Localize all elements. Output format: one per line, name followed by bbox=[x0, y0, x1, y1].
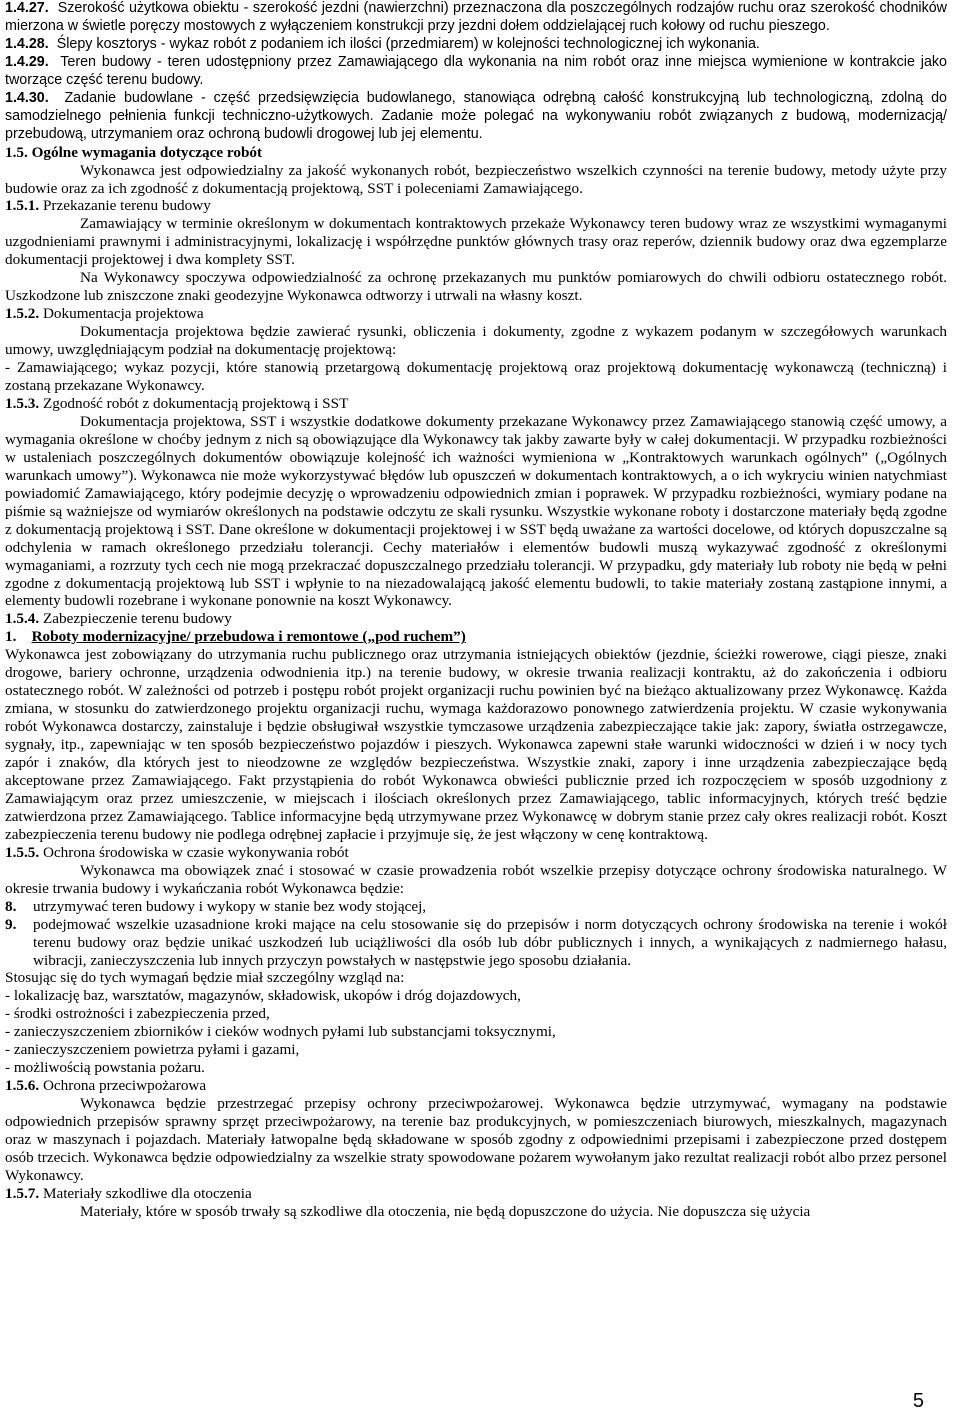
dash-list-item: - możliwością powstania pożaru. bbox=[5, 1059, 205, 1077]
definition-1-4-30: 1.4.30. Zadanie budowlane - część przedsięwzięcia budowlanego, stanowiąca odrębną całość konstrukcyjną lub technologiczną, zdolną do samodzielnego pełnienia funkcji techniczno-użytkowych. Zadanie może polegać na wykonywaniu robót związanych z budową, modernizacją/ przebudową, utrzymaniem oraz ochroną budowli drogowej lub jej elementu. bbox=[5, 89, 947, 142]
section-heading-1-5-3: 1.5.3. Zgodność robót z dokumentacją projektową i SST bbox=[5, 394, 349, 412]
dash-list-item: - środki ostrożności i zabezpieczenia przed, bbox=[5, 1005, 270, 1023]
document-page bbox=[5, 0, 947, 1414]
section-1-5-5-paragraph-2: Stosując się do tych wymagań będzie miał szczególny wzgląd na: bbox=[5, 969, 405, 987]
definition-1-4-29: 1.4.29. Teren budowy - teren udostępniony przez Zamawiającego dla wykonania na nim robót oraz inne miejsca wymienione w kontrakcie jako tworzące część terenu budowy. bbox=[5, 53, 947, 88]
subsection-roboty-text: Wykonawca jest zobowiązany do utrzymania ruchu publicznego oraz utrzymania istniejących obiektów (jezdnie, ścieżki rowerowe, ciągi piesze, znaki drogowe, bariery ochronne, urządzenia odwodnienia itp.) na terenie budowy, w okresie trwania realizacji kontraktu, aż do zakończenia i odbioru ostatecznego robót. W zależności od potrzeb i postępu robót projekt organizacji ruchu powinien być na bieżąco aktualizowany przez Wykonawcę. Każda zmiana, w stosunku do zatwierdzonego projektu organizacji ruchu, wymaga każdorazowo ponownego zatwierdzenia projektu. W czasie wykonywania robót Wykonawca dostarczy, zainstaluje i będzie obsługiwał wszystkie tymczasowe urządzenia zabezpieczające takie jak: zapory, światła ostrzegawcze, sygnały, itp., zapewniając w ten sposób bezpieczeństwo pojazdów i pieszych. Wykonawca zapewni stałe warunki widoczności w dzień i w nocy tych zapór i znaków, dla których jest to nieodzowne ze względów bezpieczeństwa. Wszystkie znaki, zapory i inne urządzenia zabezpieczające będą akceptowane przez Zamawiającego. Fakt przystąpienia do robót Wykonawca obwieści publicznie przed ich rozpoczęciem w sposób uzgodniony z Zamawiającym oraz przez umieszczenie, w miejscach i ilościach określonych przez Zamawiającego, tablic informacyjnych, których treść będzie zatwierdzona przez Zamawiającego. Tablice informacyjne będą utrzymywane przez Wykonawcę w dobrym stanie przez cały okres realizacji robót. Koszt zabezpieczenia terenu budowy nie podlega odrębnej zapłacie i przyjmuje się, że jest włączony w cenę kontraktową. bbox=[5, 646, 947, 843]
section-heading-1-5-4: 1.5.4. Zabezpieczenie terenu budowy bbox=[5, 610, 232, 628]
list-item: 8. utrzymywać teren budowy i wykopy w stanie bez wody stojącej, bbox=[5, 897, 427, 915]
section-heading-1-5-2: 1.5.2. Dokumentacja projektowa bbox=[5, 305, 204, 323]
section-heading-1-5-5: 1.5.5. Ochrona środowiska w czasie wykonywania robót bbox=[5, 843, 349, 861]
section-1-5-7-paragraph: Materiały, które w sposób trwały są szkodliwe dla otoczenia, nie będą dopuszczone do użycia. Nie dopuszcza się użycia bbox=[80, 1202, 811, 1220]
section-1-5-3-paragraph: Dokumentacja projektowa, SST i wszystkie dodatkowe dokumenty przekazane Wykonawcy przez Zamawiającego stanowią część umowy, a wymagania określone w choćby jednym z nich są obowiązujące dla Wykonawcy tak jakby zawarte były w całej dokumentacji. W przypadku rozbieżności w ustaleniach poszczególnych dokumentów obowiązuje kolejność ich ważności wymieniona w „Kontraktowych warunkach ogólnych” („Ogólnych warunkach umowy”). Wykonawca nie może wykorzystywać błędów lub opuszczeń w dokumentach kontraktowych, a o ich wykryciu winien natychmiast powiadomić Zamawiającego, który podejmie decyzję o wprowadzeniu odpowiednich zmian i poprawek. W przypadku rozbieżności, wymiary podane na piśmie są ważniejsze od wymiarów określonych na podstawie odczytu ze skali rysunku. Wszystkie wykonane roboty i dostarczone materiały będą zgodne z dokumentacją projektową i SST. Dane określone w dokumentacji projektowej i w SST będą uważane za wartości docelowe, od których dopuszczalne są odchylenia w ramach określonego przedziału tolerancji. Cechy materiałów i elementów budowli muszą wykazywać zgodność z określonymi wymaganiami, a rozrzuty tych cech nie mogą przekraczać dopuszczalnego przedziału tolerancji. W przypadku, gdy materiały lub roboty nie będą w pełni zgodne z dokumentacją projektową lub SST i wpłynie to na niezadowalającą jakość elementu budowli, to takie materiały zostaną zastąpione innymi, a elementy budowli rozebrane i wykonane ponownie na koszt Wykonawcy. bbox=[5, 412, 947, 610]
section-heading-1-5-6: 1.5.6. Ochrona przeciwpożarowa bbox=[5, 1077, 207, 1095]
section-1-5-6-paragraph: Wykonawca będzie przestrzegać przepisy ochrony przeciwpożarowej. Wykonawca będzie utrzymywać, wymagany na podstawie odpowiednich przepisów sprawny sprzęt przeciwpożarowy, na terenie baz produkcyjnych, w pomieszczeniach biurowych, mieszkalnych, magazynach oraz w maszynach i pojazdach. Materiały łatwopalne będą składowane w sposób zgodny z odpowiednimi przepisami i zabezpieczone przed dostępem osób trzecich. Wykonawca będzie odpowiedzialny za wszelkie straty spowodowane pożarem wywołanym jako rezultat realizacji robót albo przez personel Wykonawcy. bbox=[5, 1095, 947, 1184]
section-1-5-1-paragraph-2: Na Wykonawcy spoczywa odpowiedzialność za ochronę przekazanych mu punktów pomiarowych do chwili odbioru ostatecznego robót. Uszkodzone lub zniszczone znaki geodezyjne Wykonawca odtworzy i utrwali na własny koszt. bbox=[5, 269, 947, 305]
definition-1-4-27: 1.4.27. Szerokość użytkowa obiektu - szerokość jezdni (nawierzchni) przeznaczona dla poszczególnych rodzajów ruchu oraz szerokość chodników mierzona w świetle poręczy mostowych z wyłączeniem konstrukcji przy jezdni dołem oddzielającej ruch kołowy od ruchu pieszego. bbox=[5, 0, 947, 34]
subsection-heading-roboty: 1. Roboty modernizacyjne/ przebudowa i remontowe („pod ruchem”) bbox=[5, 628, 466, 646]
list-item: 9. podejmować wszelkie uzasadnione kroki mające na celu stosowanie się do przepisów i norm dotyczących ochrony środowiska na terenie i wokół terenu budowy oraz będzie unikać uszkodzeń lub uciążliwości dla osób lub dóbr publicznych i innych, a wynikających z nadmiernego hałasu, wibracji, zanieczyszczenia lub innych przyczyn powstałych w następstwie jego sposobu działania. bbox=[5, 915, 947, 969]
section-1-5-2-paragraph-2: - Zamawiającego; wykaz pozycji, które stanowią przetargową dokumentację projektową oraz projektową dokumentację wykonawczą (techniczną) i zostaną przekazane Wykonawcy. bbox=[5, 359, 947, 395]
section-1-5-2-paragraph-1: Dokumentacja projektowa będzie zawierać rysunki, obliczenia i dokumenty, zgodne z wykazem podanym w szczegółowych warunkach umowy, uwzględniającym podział na dokumentację projektową: bbox=[5, 323, 947, 359]
section-heading-1-5-7: 1.5.7. Materiały szkodliwe dla otoczenia bbox=[5, 1184, 252, 1202]
section-1-5-1-paragraph-1: Zamawiający w terminie określonym w dokumentach kontraktowych przekaże Wykonawcy teren budowy wraz ze wszystkimi wymaganymi uzgodnieniami prawnymi i administracyjnymi, lokalizację i współrzędne punktów głównych trasy oraz reperów, dziennik budowy oraz dwa egzemplarze dokumentacji projektowej i dwa komplety SST. bbox=[5, 215, 947, 269]
section-1-5-text: Wykonawca jest odpowiedzialny za jakość wykonanych robót, bezpieczeństwo wszelkich czynności na terenie budowy, metody użyte przy budowie oraz za ich zgodność z dokumentacją projektową, SST i poleceniami Zamawiającego. bbox=[5, 161, 947, 197]
section-1-5-5-paragraph-1: Wykonawca ma obowiązek znać i stosować w czasie prowadzenia robót wszelkie przepisy dotyczące ochrony środowiska naturalnego. W okresie trwania budowy i wykańczania robót Wykonawca będzie: bbox=[5, 861, 947, 897]
dash-list-item: - zanieczyszczeniem powietrza pyłami i gazami, bbox=[5, 1041, 300, 1059]
dash-list-item: - zanieczyszczeniem zbiorników i cieków wodnych pyłami lub substancjami toksycznymi, bbox=[5, 1023, 556, 1041]
dash-list-item: - lokalizację baz, warsztatów, magazynów, składowisk, ukopów i dróg dojazdowych, bbox=[5, 987, 521, 1005]
section-heading-1-5-1: 1.5.1. Przekazanie terenu budowy bbox=[5, 197, 211, 215]
section-heading-1-5: 1.5. Ogólne wymagania dotyczące robót bbox=[5, 143, 263, 161]
definition-1-4-28: 1.4.28. Ślepy kosztorys - wykaz robót z podaniem ich ilości (przedmiarem) w kolejności technologicznej ich wykonania. bbox=[5, 35, 760, 52]
page-number: 5 bbox=[912, 1390, 924, 1412]
